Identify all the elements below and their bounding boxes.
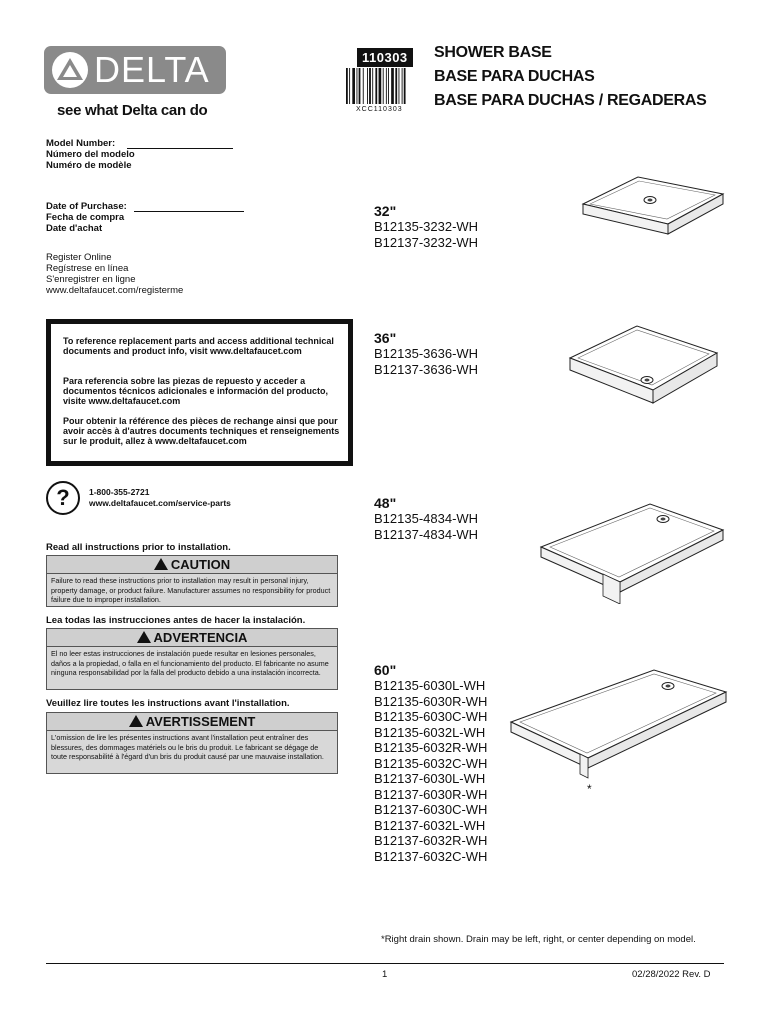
model-number-item: B12137-3232-WH [374,234,479,250]
product-size-60: 60" [374,662,397,678]
model-number-item: B12137-6030L-WH [374,771,486,786]
model-number-item: B12137-6032R-WH [374,833,488,848]
purchase-date-label-es: Fecha de compra [46,212,125,223]
register-en: Register Online [46,252,112,263]
product-size-48: 48" [374,495,397,511]
register-es: Regístrese en línea [46,263,129,274]
question-icon: ? [46,481,80,515]
right-drain-asterisk: * [587,782,592,796]
reference-en: To reference replacement parts and access additional technical documents and product info, visit www.deltafaucet.com [63,336,334,356]
avertissement-header: AVERTISSEMENT [47,713,337,731]
reference-es: Para referencia sobre las piezas de repuesto y acceder a documentos técnicos adicionales e información del producto, visite www.deltafaucet.com [63,376,329,406]
brand-tagline: see what Delta can do [57,102,208,119]
footer-rule [46,963,724,964]
model-number-line [127,148,233,149]
reference-fr: Pour obtenir la référence des pièces de rechange ainsi que pour avoir accès à d'autres documents techniques et renseignements sur le produit, allez à www.deltafaucet.com [63,416,340,446]
page-number: 1 [382,969,388,980]
model-number-item: B12135-4834-WH [374,511,479,526]
read-instructions-es: Lea todas las instrucciones antes de hacer la instalación. [46,615,306,626]
revision-date: 02/28/2022 Rev. D [632,969,711,980]
delta-triangle-icon [52,52,88,88]
shower-base-32-illustration [578,172,728,242]
model-number-item: B12137-6032L-WH [374,817,486,833]
product-size-36: 36" [374,330,397,346]
read-instructions-en: Read all instructions prior to installation. [46,542,231,553]
brand-name: DELTA [94,49,210,90]
doc-number: 110303 [357,48,413,67]
model-number-item: B12137-3636-WH [374,361,479,377]
warning-triangle-icon [154,558,168,570]
avertissement-text: L'omission de lire les présentes instructions avant l'installation peut entraîner des blessures, des dommages matériels ou le bris du produit. Le fabricant se dégage de toute responsabilité à l'égard d'un bris du produit causé par une mauvaise installation. [51,733,324,761]
caution-header: CAUTION [47,556,337,574]
title-es: BASE PARA DUCHAS [434,68,595,85]
model-number-item: B12135-6030R-WH [374,693,488,709]
register-link[interactable]: www.deltafaucet.com/registerme [46,285,184,296]
barcode-text: XCC110303 [356,106,403,113]
shower-base-48-illustration [538,492,728,604]
model-number-item: B12137-6030R-WH [374,786,488,802]
purchase-date-label-fr: Date d'achat [46,223,103,234]
drain-footnote: *Right drain shown. Drain may be left, right, or center depending on model. [381,934,696,945]
model-number-item: B12135-6030C-WH [374,709,488,724]
model-list-36 [374,346,478,377]
warning-triangle-icon [137,631,151,643]
model-number-item: B12137-4834-WH [374,526,479,542]
product-size-32: 32" [374,203,397,219]
read-instructions-fr: Veuillez lire toutes les instructions avant l'installation. [46,698,290,709]
advertencia-box [46,628,338,690]
model-number-item: B12135-3636-WH [374,346,479,361]
model-list-32 [374,219,478,250]
model-number-item: B12137-6032C-WH [374,848,488,864]
caution-box [46,555,338,607]
caution-text: Failure to read these instructions prior to installation may result in personal injury, property damage, or product failure. Manufacturer assumes no responsibility for product failure due to improper installation. [51,576,331,604]
model-list-48 [374,511,478,542]
shower-base-60-illustration [508,662,730,782]
shower-base-36-illustration [565,318,725,418]
model-number-item: B12135-6032R-WH [374,740,488,755]
advertencia-header: ADVERTENCIA [47,629,337,647]
model-number-label: Model Number: [46,138,116,149]
barcode [346,68,428,104]
model-number-item: B12135-6030L-WH [374,678,486,693]
model-number-label-fr: Numéro de modèle [46,160,132,171]
model-number-item: B12137-6030C-WH [374,802,488,817]
help-phone[interactable]: 1-800-355-2721 [89,487,150,497]
advertencia-text: El no leer estas instrucciones de instalación puede resultar en lesiones personales, daños a la propiedad, o falla en el funcionamiento del producto. El fabricante no asume ninguna responsabilidad por la falla del producto debido a una instalación incorrecta. [51,649,329,677]
title-en: SHOWER BASE [434,44,552,61]
register-fr: S'enregistrer en ligne [46,274,136,285]
delta-logo [44,46,226,94]
title-es-mx: BASE PARA DUCHAS / REGADERAS [434,92,707,109]
purchase-date-line [134,211,244,212]
warning-triangle-icon [129,715,143,727]
model-list-60 [374,678,487,864]
reference-box [46,319,353,466]
help-url[interactable]: www.deltafaucet.com/service-parts [89,498,231,508]
model-number-label-es: Número del modelo [46,149,135,160]
model-number-item: B12135-6032L-WH [374,724,486,740]
purchase-date-label: Date of Purchase: [46,201,127,212]
model-number-item: B12135-6032C-WH [374,755,488,771]
model-number-item: B12135-3232-WH [374,219,479,234]
avertissement-box [46,712,338,774]
